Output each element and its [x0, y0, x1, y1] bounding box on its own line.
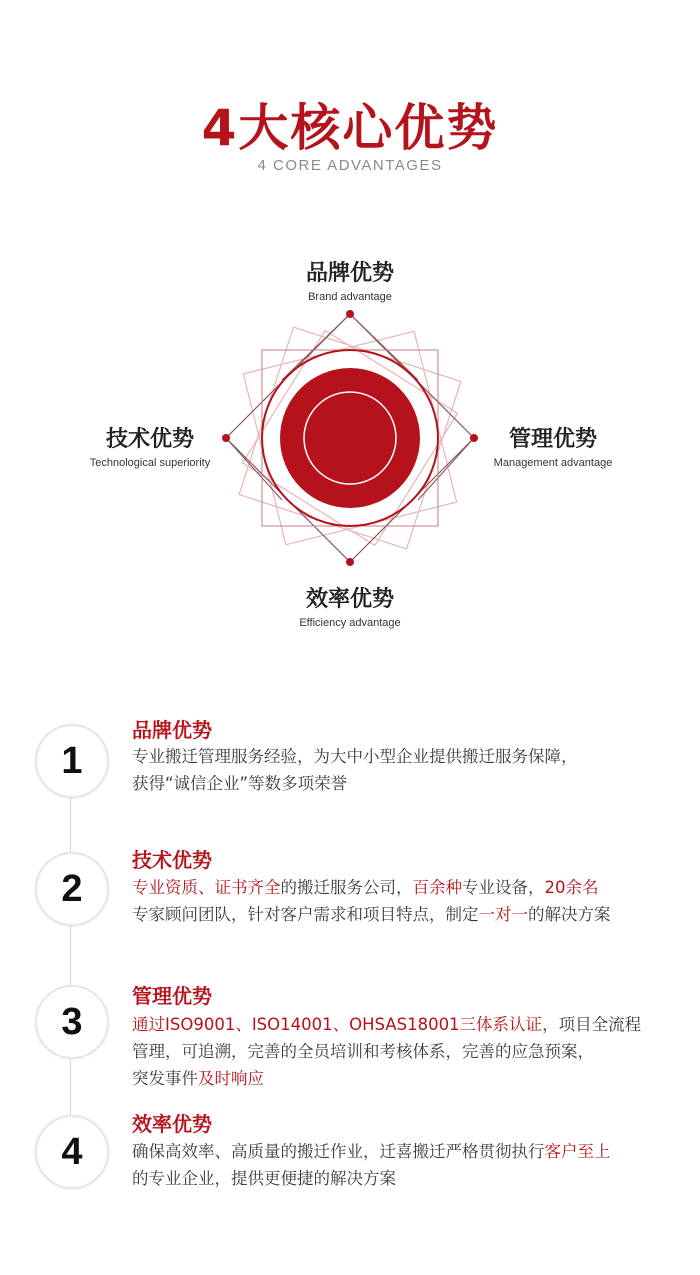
- page-title: 4大核心优势: [201, 99, 499, 157]
- description-line: [132, 1138, 692, 1165]
- timeline-connector: [70, 920, 71, 990]
- highlight-text: 百余种: [412, 878, 462, 897]
- highlight-text: 客户至上: [544, 1142, 611, 1161]
- diagram-label-bottom-cn: 效率优势: [305, 587, 394, 612]
- body-text: 的专业企业，提供更便捷的解决方案: [132, 1169, 396, 1188]
- diagram-label-top-cn: 品牌优势: [305, 261, 394, 286]
- description-line: [132, 1065, 692, 1092]
- diagram-core-circle: [280, 368, 420, 508]
- body-text: 专业设备，: [462, 878, 545, 897]
- advantage-description: [132, 874, 692, 928]
- number-badge: 1: [35, 724, 109, 798]
- advantage-title: 效率优势: [132, 1112, 212, 1136]
- diagram-label-left: [68, 422, 232, 469]
- advantage-description: [132, 743, 692, 797]
- description-line: [132, 1038, 692, 1065]
- number-badge: 2: [35, 852, 109, 926]
- diagram-label-bottom-en: Efficiency advantage: [299, 617, 401, 629]
- body-text: 的搬迁服务公司，: [280, 878, 413, 897]
- advantage-title: 品牌优势: [132, 718, 212, 742]
- highlight-text: 及时响应: [198, 1069, 264, 1088]
- description-line: [132, 901, 692, 928]
- diagram-label-left-en: Technological superiority: [89, 457, 211, 469]
- diagram-label-right: [475, 422, 631, 469]
- body-text: 专家顾问团队，针对客户需求和项目特点，制定: [132, 905, 479, 924]
- number-badge: 4: [35, 1115, 109, 1189]
- advantage-title: 管理优势: [132, 984, 212, 1008]
- diagram-label-top: [250, 256, 450, 303]
- body-text: 的解决方案: [528, 905, 611, 924]
- highlight-text: 一对一: [478, 905, 528, 924]
- highlight-text: 通过ISO9001、ISO14001、OHSAS18001三体系认证: [132, 1015, 543, 1034]
- page-subtitle: 4 CORE ADVANTAGES: [257, 157, 443, 174]
- body-text: 专业搬迁管理服务经验，为大中小型企业提供搬迁服务保障，: [132, 747, 578, 766]
- body-text: 确保高效率、高质量的搬迁作业，迁喜搬迁严格贯彻执行: [132, 1142, 545, 1161]
- diagram-label-right-cn: 管理优势: [508, 427, 597, 452]
- advantage-title: 技术优势: [132, 848, 212, 872]
- highlight-text: 20余名: [544, 878, 599, 897]
- diagram-label-right-en: Management advantage: [493, 457, 613, 469]
- body-text: 突发事件: [132, 1069, 198, 1088]
- diagram-node-bottom: [346, 558, 354, 566]
- diagram-node-top: [346, 310, 354, 318]
- diagram-label-top-en: Brand advantage: [308, 291, 392, 303]
- body-text: ，项目全流程: [542, 1015, 642, 1034]
- description-line: [132, 1165, 692, 1192]
- body-text: 管理，可追溯，完善的全员培训和考核体系，完善的应急预案，: [132, 1042, 594, 1061]
- description-line: [132, 743, 692, 770]
- description-line: [132, 1011, 692, 1038]
- advantage-description: [132, 1138, 692, 1192]
- body-text: 获得“诚信企业”等数多项荣誉: [132, 774, 348, 793]
- advantage-description: [132, 1011, 692, 1092]
- diagram-label-bottom: [250, 582, 450, 629]
- description-line: [132, 770, 692, 797]
- description-line: [132, 874, 692, 901]
- number-badge: 3: [35, 985, 109, 1059]
- highlight-text: 专业资质、证书齐全: [132, 878, 281, 897]
- diagram-label-left-cn: 技术优势: [105, 427, 194, 452]
